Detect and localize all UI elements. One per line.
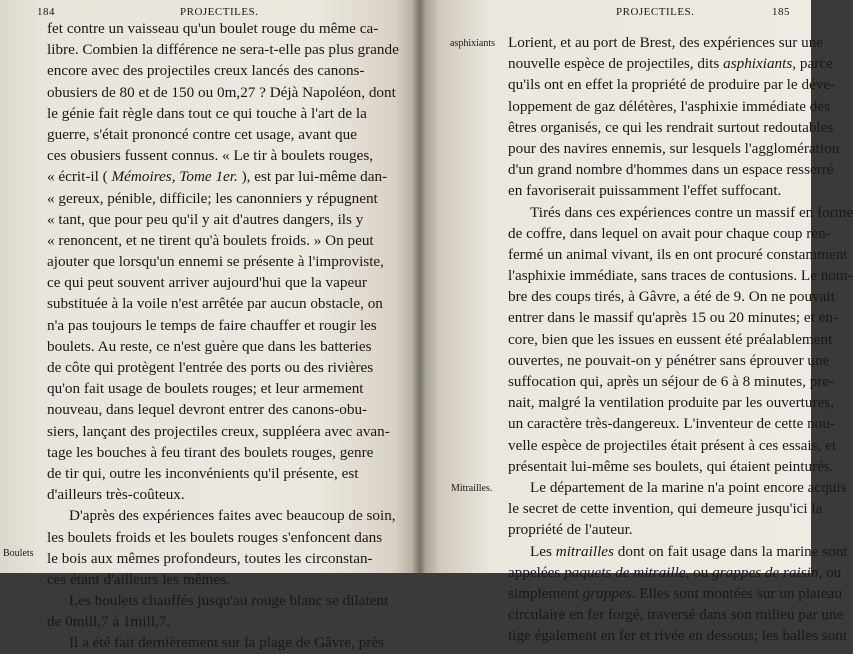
text-line: simplement grappes. Elles sont montées sur un plateau [508, 584, 843, 602]
text-line: êtres organisés, ce qui les rendrait surtout redoutables [508, 118, 834, 136]
text-line: un caractère très-dangereux. L'inventeur de cette nou- [508, 415, 835, 433]
margin-note-asphixiants: asphixiants [450, 38, 495, 49]
text-line: ces étant d'ailleurs les mêmes. [47, 570, 230, 588]
text-line: d'un grand nombre d'hommes dans un espace resserré [508, 161, 834, 179]
text-line: le génie fait règle dans tout ce qui touche à l'art de la [47, 104, 367, 122]
text-line: les boulets froids et les boulets rouges s'enfoncent dans [47, 528, 383, 546]
text-line: de 0mill,7 à 1mill,7. [47, 613, 171, 631]
right-body-text [508, 32, 853, 646]
text-line: Tirés dans ces expériences contre un massif en forme [530, 203, 853, 221]
text-line: nouvelle espèce de projectiles, dits asphixiants, parce [508, 55, 833, 73]
text-line: de tir qui, outre les inconvénients qu'il présente, est [47, 464, 359, 482]
text-line: nouveau, dans lequel devront entrer des canons-obu- [47, 401, 368, 419]
text-line: présentait lui-même ses boulets, qui étaient peinturés. [508, 457, 834, 475]
margin-note-boulets: Boulets [3, 548, 34, 559]
text-line: « renoncent, et ne tirent qu'à boulets froids. » On peut [47, 231, 374, 249]
text-line: tige également en fer et rivée en dessous; les balles sont [508, 627, 848, 645]
text-line: ce qui peut souvent arriver aujourd'hui que la vapeur [47, 274, 367, 292]
text-line: qu'on fait usage de boulets rouges; et leur armement [47, 380, 364, 398]
text-line: velle espèce de projectiles était présent à ces essais, et [508, 436, 837, 454]
right-page [420, 0, 853, 645]
text-line: circulaire en fer forgé, traversé dans son milieu par une [508, 606, 844, 624]
text-line: obusiers de 80 et de 150 ou 0m,27 ? Déjà Napoléon, dont [47, 83, 396, 101]
text-line: fet contre un vaisseau qu'un boulet rouge du même ca- [47, 20, 379, 37]
text-line: tage les bouches à feu tirant des boulets rouges, genre [47, 443, 374, 461]
text-line: propriété de l'auteur. [508, 521, 633, 539]
text-line: libre. Combien la différence ne sera-t-elle pas plus grande [47, 41, 399, 59]
text-line: appelées paquets de mitraille, ou grappes de raisin, ou [508, 563, 842, 581]
text-line: « tant, que pour peu qu'il y ait d'autres dangers, ils y [47, 210, 364, 228]
text-line: « gereux, pénible, difficile; les canonniers y répugnent [47, 189, 378, 207]
text-line: fermé un animal vivant, ils en ont procuré constamment [508, 245, 848, 263]
text-line: l'asphixie immédiate, sans traces de contusions. Le nom- [508, 267, 853, 285]
text-line: bre des coups tirés, à Gâvre, a été de 9. On ne pouvait [508, 288, 835, 306]
text-line: guerre, s'était prononcé contre cet usage, avant que [47, 125, 357, 143]
text-line: Il a été fait dernièrement sur la plage de Gâvre, près [69, 634, 384, 652]
text-line: substituée à la voile n'est arrêtée par aucun obstacle, on [47, 295, 383, 313]
text-line: qu'ils ont en effet la propriété de produire par le déve- [508, 76, 836, 94]
text-line: entrer dans le massif qu'après 15 ou 20 minutes; et en- [508, 309, 839, 327]
text-line: Les mitrailles dont on fait usage dans la marine sont [530, 542, 848, 560]
page-number-left: 184 [37, 6, 55, 18]
text-line: d'ailleurs très-coûteux. [47, 486, 185, 504]
text-line: Le département de la marine n'a point encore acquis [530, 478, 847, 496]
text-line: le secret de cette invention, qui demeure jusqu'ici la [508, 500, 823, 518]
text-line: Lorient, et au port de Brest, des expériences sur une [508, 34, 824, 51]
text-line: ces obusiers fussent connus. « Le tir à boulets rouges, [47, 147, 374, 165]
text-line: n'a pas toujours le temps de faire chauffer et rougir les [47, 316, 377, 334]
text-line: encore avec des projectiles creux lancés des canons- [47, 62, 365, 80]
text-line: D'après des expériences faites avec beaucoup de soin, [69, 507, 396, 525]
text-line: Les boulets chauffés jusqu'au rouge blanc se dilatent [69, 592, 389, 610]
left-page [0, 0, 420, 652]
running-head-right: PROJECTILES. [616, 6, 695, 18]
margin-note-mitrailles: Mitrailles. [451, 483, 493, 494]
text-line: le bois aux mêmes profondeurs, toutes les circonstan- [47, 549, 373, 567]
text-line: ouvertes, ne pouvait-on y pénétrer sans éprouver une [508, 351, 830, 369]
text-line: siers, lançant des projectiles creux, suppléera avec avan- [47, 422, 390, 440]
left-body-text [47, 18, 399, 654]
text-line: loppement de gaz délétères, l'asphixie immédiate des [508, 97, 830, 115]
text-line: ajouter que lorsqu'un ennemi se présente à l'improviste, [47, 253, 384, 271]
text-line: nait, malgré la ventilation produite par les ouvertures, [508, 394, 835, 412]
text-line: suffocation qui, après un séjour de 6 à 8 minutes, pre- [508, 373, 835, 390]
text-line: de coffre, dans lequel on avait pour chaque coup ren- [508, 224, 831, 242]
text-line: « écrit-il ( Mémoires, Tome 1er. ), est par lui-même dan- [47, 168, 388, 186]
page-number-right: 185 [772, 6, 790, 18]
text-line: de côte qui protègent l'entrée des ports ou des rivières [47, 359, 374, 376]
text-line: core, bien que les issues en eussent été préalablement [508, 330, 833, 348]
running-head-left: PROJECTILES. [180, 6, 259, 18]
book-gutter [412, 0, 426, 573]
text-line: boulets. Au reste, ce n'est guère que dans les batteries [47, 337, 372, 355]
text-line: en favoriserait puissamment l'effet suffocant. [508, 182, 782, 200]
text-line: pour des navires ennemis, sur lesquels l'agglomération [508, 139, 840, 157]
